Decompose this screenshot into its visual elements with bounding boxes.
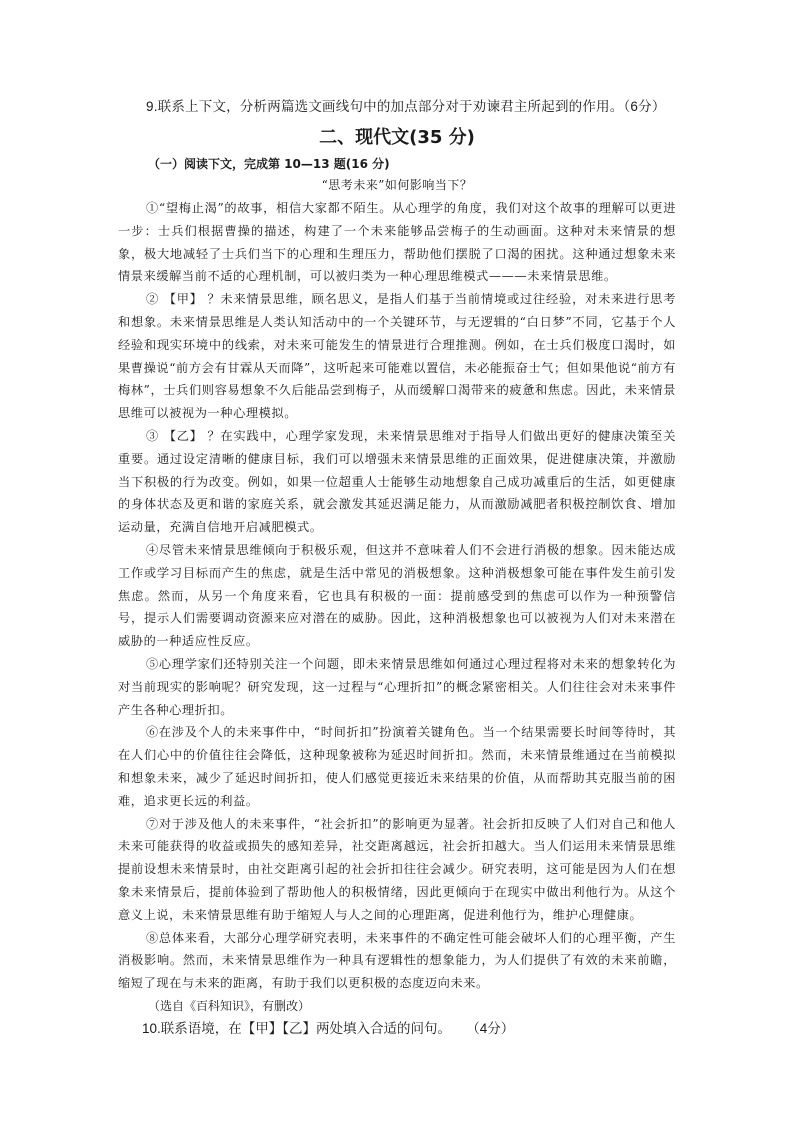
section-title: 二、现代文(35 分): [319, 127, 475, 148]
paragraph-3: ③ 【乙】 ？在实践中，心理学家发现，未来情景思维对于指导人们做出更好的健康决策至关重要。通过设定清晰的健康目标，我们可以增强未来情景思维的正面效果，促进健康决策，并激励当下积极的行为改变。例如，如果一位超重人士能够生动地想象自己成功减重后的生活，如更健康的身体状态及更和谐的家庭关系，就会激发其延迟满足能力，从而激励减肥者积极控制饮食、增加运动量，充满自信地开启减肥模式。: [118, 428, 676, 535]
question-10-text: 10.联系语境，在【甲】【乙】两处填入合适的问句。: [142, 1020, 452, 1036]
subsection-title: （一）阅读下文，完成第 10—13 题(16 分): [148, 157, 390, 171]
article-title: “思考未来”如何影响当下？: [321, 178, 473, 192]
paragraph-6: ⑥在涉及个人的未来事件中，“时间折扣”扮演着关键角色。当一个结果需要长时间等待时，其在人们心中的价值往往会降低，这种现象被称为延迟时间折扣。然而，未来情景维通过在当前模拟和想象未来，减少了延迟时间折扣，使人们感觉更接近未来结果的价值，从而帮助其克服当前的困难，追求更长远的利益。: [118, 725, 676, 808]
question-9: 9.联系上下文，分析两篇选文画线句中的加点部分对于劝谏君主所起到的作用。（6分）: [146, 99, 666, 114]
paragraph-4: ④尽管未来情景思维倾向于积极乐观，但这并不意味着人们不会进行消极的想象。因未能达成工作或学习目标而产生的焦虑，就是生活中常见的消极想象。这种消极想象可能在事件发生前引发焦虑。然而，从另一个角度来看，它也具有积极的一面：提前感受到的焦虑可以作为一种预警信号，提示人们需要调动资源来应对潜在的威胁。因此，这种消极想象也可以被视为人们对未来潜在威胁的一种适应性反应。: [118, 542, 676, 649]
paragraph-7: ⑦对于涉及他人的未来事件，“社会折扣”的影响更为显著。社会折扣反映了人们对自己和他人未来可能获得的收益或损失的感知差异，社交距离越远，社会折扣越大。当人们运用未来情景思维提前设想未来情景时，由社交距离引起的社会折扣往往会减少。研究表明，这可能是因为人们在想象未来情景后，提前体验到了帮助他人的积极情绪，因此更倾向于在现实中做出利他行为。从这个意义上说，未来情景思维有助于缩短人与人之间的心理距离，促进利他行为，维护心理健康。: [118, 816, 676, 922]
article-source: （选自《百科知识》，有删改）: [148, 998, 311, 1013]
exam-page: [118, 96, 676, 1041]
paragraph-8: ⑧总体来看，大部分心理学研究表明，未来事件的不确定性可能会破坏人们的心理平衡，产生消极影响。然而，未来情景思维作为一种具有逻辑性的想象能力，为人们提供了有效的未来前瞻，缩短了现在与未来的距离，有助于我们以更积极的态度迈向未来。: [118, 930, 676, 991]
paragraph-5: ⑤心理学家们还特别关注一个问题，即未来情景思维如何通过心理过程将对未来的想象转化为对当前现实的影响呢？研究发现，这一过程与“心理折扣”的概念紧密相关。人们往往会对未来事件产生各种心理折扣。: [118, 656, 676, 717]
question-10: [142, 1017, 676, 1041]
paragraph-2: ② 【甲】 ？未来情景思维，顾名思义，是指人们基于当前情境或过往经验，对未来进行思考和想象。未来情景思维是人类认知活动中的一个关键环节，与无逻辑的“白日梦”不同，它基于个人经验和现实环境中的线索，对未来可能发生的情景进行合理推测。例如，在士兵们极度口渴时，如果曹操说“前方会有甘霖从天而降”，这听起来可能难以置信，未必能振奋士气；但如果他说“前方有梅林”，士兵们则容易想象不久后能品尝到梅子，从而缓解口渴带来的疲惫和焦虑。因此，未来情景思维可以被视为一种心理模拟。: [118, 292, 676, 421]
paragraph-1: ①“望梅止渴”的故事，相信大家都不陌生。从心理学的角度，我们对这个故事的理解可以更进一步：士兵们根据曹操的描述，构建了一个未来能够品尝梅子的生动画面。这种对未来情景的想象，极大地减轻了士兵们当下的心理和生理压力，帮助他们摆脱了口渴的困扰。这种通过想象未来情景来缓解当前不适的心理机制，可以被归类为一种心理思维模式———未来情景思维。: [118, 201, 676, 284]
question-10-points: （4分）: [473, 1020, 515, 1036]
